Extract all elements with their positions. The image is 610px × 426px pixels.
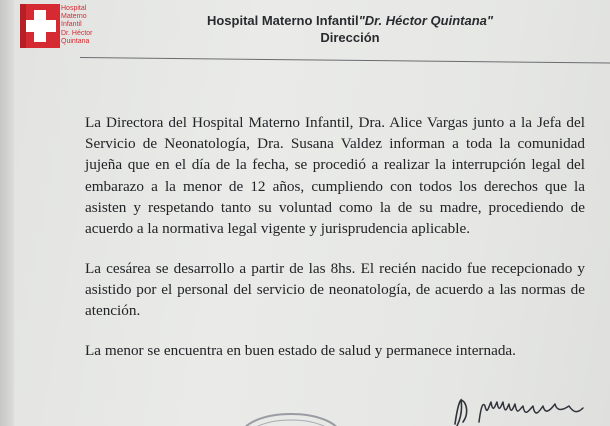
department-name: Dirección xyxy=(320,30,380,45)
hospital-logo xyxy=(20,4,110,56)
header-divider xyxy=(80,57,610,64)
official-stamp-icon xyxy=(236,410,346,426)
hospital-name: Hospital Materno Infantil xyxy=(206,13,359,28)
red-cross-logo-icon xyxy=(20,4,60,48)
logo-line: Infantil xyxy=(61,21,82,29)
logo-line: Hospital xyxy=(61,5,87,12)
letterhead xyxy=(150,12,550,46)
hospital-namesake: "Dr. Héctor Quintana" xyxy=(358,13,494,28)
logo-line: Quintana xyxy=(61,37,90,45)
paragraph-procedure: La cesárea se desarrollo a partir de las 8hs. El recién nacido fue recepcionado y asistido por el personal del servicio de neonatología, de acuerdo a las normas de atención. xyxy=(85,260,585,320)
handwritten-signature-icon xyxy=(445,392,595,426)
paragraph-announcement: La Directora del Hospital Materno Infantil, Dra. Alice Vargas junto a la Jefa del Servicio de Neonatología, Dra. Susana Valdez informan a toda la comunidad jujeña que en el día de la fecha, se procedió a realizar la interrupción legal del embarazo a la menor de 12 años, cumpliendo con todos los derechos que la asisten y respetando tanto su voluntad como la de su madre, procediendo de acuerdo a la normativa legal vigente y jurisprudencia aplicable. xyxy=(85,114,585,238)
hospital-title xyxy=(150,12,550,29)
page-fold-shadow xyxy=(0,0,14,426)
paragraph-status: La menor se encuentra en buen estado de salud y permanece internada. xyxy=(85,342,516,359)
logo-wordmark xyxy=(61,5,93,46)
logo-line: Dr. Héctor xyxy=(61,29,93,37)
logo-line: Materno xyxy=(61,13,87,21)
